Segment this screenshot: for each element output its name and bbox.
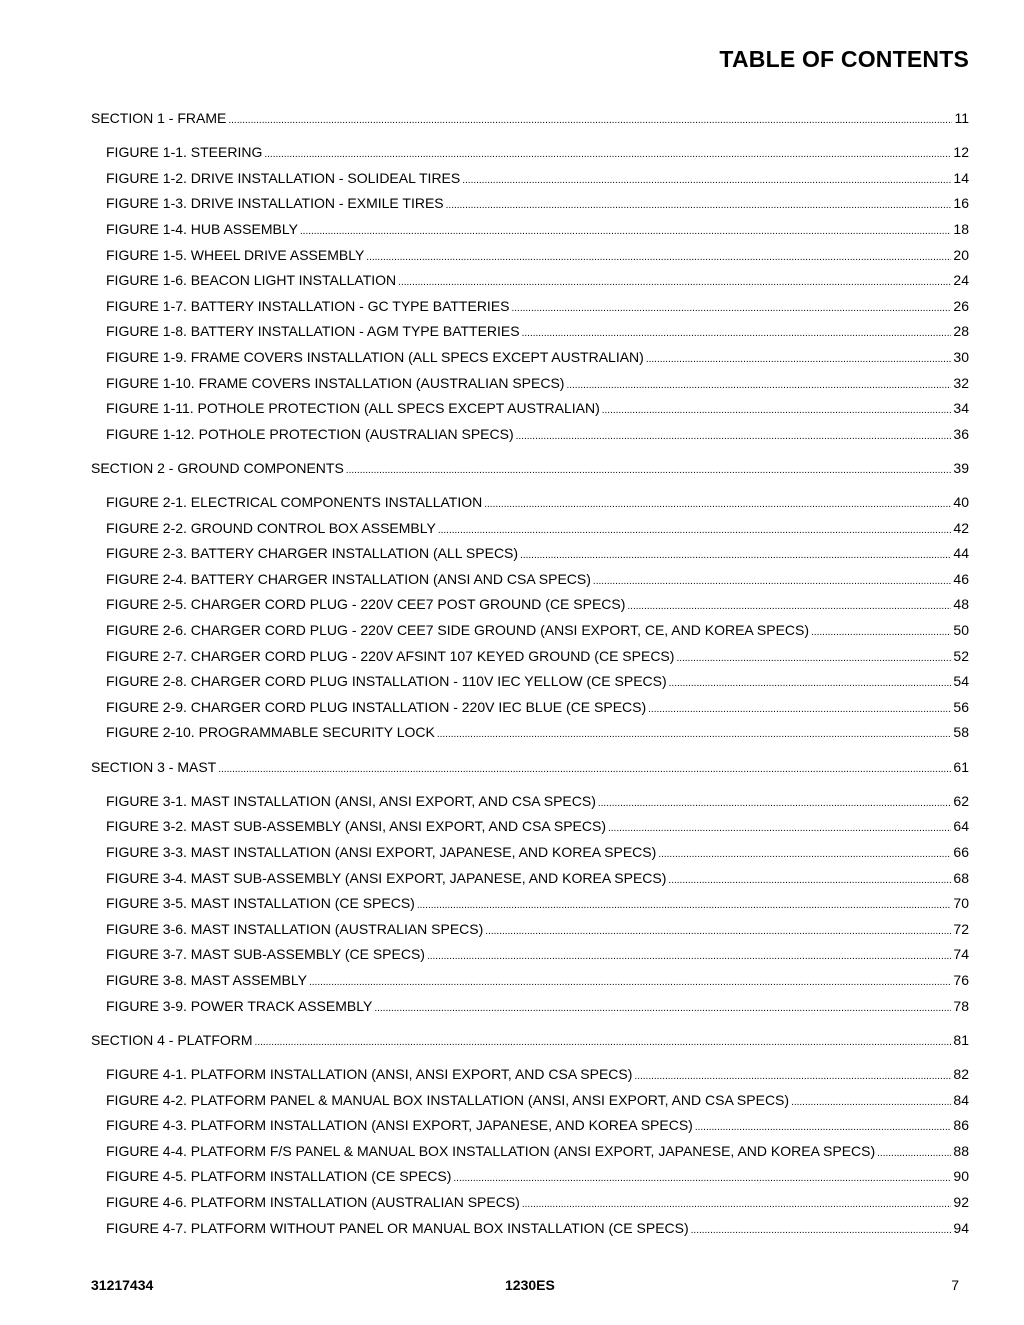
toc-figure-entry[interactable] bbox=[91, 1216, 969, 1242]
toc-figure-entry[interactable] bbox=[91, 422, 969, 448]
dot-leader bbox=[366, 243, 951, 271]
dot-leader bbox=[309, 968, 951, 996]
dot-leader bbox=[593, 567, 952, 595]
toc-entry-page: 52 bbox=[953, 647, 969, 664]
toc-figure-entry[interactable] bbox=[91, 695, 969, 721]
toc-entry-label: FIGURE 3-2. MAST SUB-ASSEMBLY (ANSI, ANSI EXPORT, AND CSA SPECS) bbox=[106, 818, 606, 835]
toc-figure-entry[interactable] bbox=[91, 789, 969, 815]
toc-entry-label: FIGURE 4-4. PLATFORM F/S PANEL & MANUAL BOX INSTALLATION (ANSI EXPORT, JAPANESE, AND KOREA SPECS) bbox=[106, 1142, 876, 1159]
toc-figure-entry[interactable] bbox=[91, 1164, 969, 1190]
toc-entry-page: 11 bbox=[954, 110, 969, 126]
toc-figure-entry[interactable] bbox=[91, 191, 969, 217]
toc-figure-entry[interactable] bbox=[91, 345, 969, 371]
dot-leader bbox=[646, 345, 952, 373]
dot-leader bbox=[811, 618, 951, 646]
toc-entry-label: FIGURE 1-12. POTHOLE PROTECTION (AUSTRALIAN SPECS) bbox=[106, 425, 514, 442]
dot-leader bbox=[602, 396, 952, 424]
toc-entry-page: 74 bbox=[953, 946, 969, 963]
toc-entry-label: FIGURE 3-7. MAST SUB-ASSEMBLY (CE SPECS) bbox=[106, 946, 425, 963]
toc-figure-entry[interactable] bbox=[91, 866, 969, 892]
dot-leader bbox=[484, 490, 951, 518]
toc-entry-page: 39 bbox=[953, 459, 969, 476]
toc-entry-label: FIGURE 1-10. FRAME COVERS INSTALLATION (AUSTRALIAN SPECS) bbox=[106, 374, 565, 391]
dot-leader bbox=[676, 644, 951, 672]
toc-entry-label: FIGURE 4-1. PLATFORM INSTALLATION (ANSI, ANSI EXPORT, AND CSA SPECS) bbox=[106, 1065, 633, 1082]
toc-entry-label: FIGURE 2-7. CHARGER CORD PLUG - 220V AFSINT 107 KEYED GROUND (CE SPECS) bbox=[106, 647, 675, 664]
dot-leader bbox=[695, 1113, 952, 1141]
toc-entry-label: FIGURE 4-6. PLATFORM INSTALLATION (AUSTRALIAN SPECS) bbox=[106, 1193, 520, 1210]
toc-entry-label: FIGURE 4-2. PLATFORM PANEL & MANUAL BOX INSTALLATION (ANSI, ANSI EXPORT, AND CSA SPECS) bbox=[106, 1091, 790, 1108]
toc-entry-page: 61 bbox=[953, 758, 969, 775]
toc-entry-page: 26 bbox=[953, 297, 969, 314]
dot-leader bbox=[438, 516, 952, 544]
toc-figure-entry[interactable] bbox=[91, 1062, 969, 1088]
toc-figure-entry[interactable] bbox=[91, 840, 969, 866]
toc-figure-entry[interactable] bbox=[91, 1139, 969, 1165]
dot-leader bbox=[374, 994, 951, 1022]
toc-entry-label: FIGURE 4-3. PLATFORM INSTALLATION (ANSI EXPORT, JAPANESE, AND KOREA SPECS) bbox=[106, 1117, 693, 1134]
toc-entry-page: 40 bbox=[953, 494, 969, 511]
toc-figure-entry[interactable] bbox=[91, 891, 969, 917]
toc-entry-page: 81 bbox=[953, 1031, 969, 1048]
toc-entry-page: 36 bbox=[953, 425, 969, 442]
toc-entry-page: 84 bbox=[953, 1091, 969, 1108]
toc-entry-label: SECTION 4 - PLATFORM bbox=[91, 1031, 253, 1048]
table-of-contents bbox=[91, 106, 969, 1241]
toc-entry-page: 78 bbox=[953, 997, 969, 1014]
toc-figure-entry[interactable] bbox=[91, 644, 969, 670]
toc-figure-entry[interactable] bbox=[91, 396, 969, 422]
toc-entry-label: FIGURE 3-3. MAST INSTALLATION (ANSI EXPORT, JAPANESE, AND KOREA SPECS) bbox=[106, 844, 657, 860]
toc-entry-label: SECTION 3 - MAST bbox=[91, 758, 217, 775]
toc-entry-label: FIGURE 3-1. MAST INSTALLATION (ANSI, ANSI EXPORT, AND CSA SPECS) bbox=[106, 792, 596, 809]
toc-entry-label: FIGURE 1-2. DRIVE INSTALLATION - SOLIDEAL TIRES bbox=[106, 169, 461, 186]
toc-entry-page: 32 bbox=[953, 374, 969, 391]
toc-entry-label: SECTION 1 - FRAME bbox=[91, 110, 227, 126]
page-footer bbox=[91, 1277, 969, 1297]
dot-leader bbox=[598, 789, 952, 817]
footer-model: 1230ES bbox=[505, 1277, 555, 1293]
toc-section-entry[interactable] bbox=[91, 456, 969, 482]
toc-entry-page: 24 bbox=[953, 272, 969, 289]
dot-leader bbox=[446, 191, 952, 219]
toc-entry-page: 72 bbox=[953, 920, 969, 937]
toc-entry-page: 44 bbox=[953, 545, 969, 562]
dot-leader bbox=[791, 1088, 951, 1116]
toc-entry-page: 90 bbox=[953, 1168, 969, 1185]
toc-figure-entry[interactable] bbox=[91, 1088, 969, 1114]
toc-figure-entry[interactable] bbox=[91, 1113, 969, 1139]
toc-entry-label: FIGURE 2-10. PROGRAMMABLE SECURITY LOCK bbox=[106, 724, 435, 741]
toc-entry-page: 50 bbox=[953, 622, 969, 639]
toc-entry-label: FIGURE 1-4. HUB ASSEMBLY bbox=[106, 220, 298, 237]
toc-entry-label: FIGURE 3-5. MAST INSTALLATION (CE SPECS) bbox=[106, 895, 415, 912]
toc-entry-label: FIGURE 3-6. MAST INSTALLATION (AUSTRALIAN SPECS) bbox=[106, 920, 484, 937]
toc-entry-label: FIGURE 1-5. WHEEL DRIVE ASSEMBLY bbox=[106, 246, 365, 263]
toc-figure-entry[interactable] bbox=[91, 319, 969, 345]
toc-figure-entry[interactable] bbox=[91, 294, 969, 320]
toc-entry-label: FIGURE 3-8. MAST ASSEMBLY bbox=[106, 971, 307, 988]
toc-entry-label: FIGURE 1-11. POTHOLE PROTECTION (ALL SPECS EXCEPT AUSTRALIAN) bbox=[106, 400, 600, 417]
toc-figure-entry[interactable] bbox=[91, 1190, 969, 1216]
toc-entry-page: 14 bbox=[953, 169, 969, 186]
toc-figure-entry[interactable] bbox=[91, 917, 969, 943]
toc-figure-entry[interactable] bbox=[91, 720, 969, 746]
toc-entry-page: 82 bbox=[953, 1065, 969, 1082]
toc-entry-label: FIGURE 4-7. PLATFORM WITHOUT PANEL OR MANUAL BOX INSTALLATION (CE SPECS) bbox=[106, 1219, 689, 1236]
toc-entry-label: FIGURE 2-6. CHARGER CORD PLUG - 220V CEE7 SIDE GROUND (ANSI EXPORT, CE, AND KOREA SPECS) bbox=[106, 622, 810, 639]
toc-entry-page: 30 bbox=[953, 348, 969, 365]
toc-figure-entry[interactable] bbox=[91, 669, 969, 695]
dot-leader bbox=[516, 422, 952, 450]
dot-leader bbox=[648, 695, 951, 723]
toc-figure-entry[interactable] bbox=[91, 217, 969, 243]
toc-entry-label: FIGURE 3-9. POWER TRACK ASSEMBLY bbox=[106, 997, 373, 1014]
toc-entry-page: 12 bbox=[953, 144, 969, 161]
toc-entry-page: 48 bbox=[953, 596, 969, 613]
toc-figure-entry[interactable] bbox=[91, 140, 969, 166]
dot-leader bbox=[627, 592, 951, 620]
dot-leader bbox=[658, 840, 951, 868]
toc-entry-label: FIGURE 2-4. BATTERY CHARGER INSTALLATION (ANSI AND CSA SPECS) bbox=[106, 570, 591, 587]
toc-entry-page: 68 bbox=[953, 869, 969, 886]
toc-entry-page: 42 bbox=[953, 519, 969, 536]
toc-figure-entry[interactable] bbox=[91, 994, 969, 1020]
toc-figure-entry[interactable] bbox=[91, 371, 969, 397]
dot-leader bbox=[512, 294, 952, 322]
toc-figure-entry[interactable] bbox=[91, 243, 969, 269]
toc-entry-page: 76 bbox=[953, 971, 969, 988]
toc-entry-page: 28 bbox=[953, 323, 969, 340]
toc-entry-page: 94 bbox=[953, 1219, 969, 1236]
dot-leader bbox=[668, 866, 951, 894]
toc-figure-entry[interactable] bbox=[91, 592, 969, 618]
toc-entry-page: 56 bbox=[953, 698, 969, 715]
toc-entry-page: 46 bbox=[953, 570, 969, 587]
dot-leader bbox=[300, 217, 952, 245]
toc-entry-page: 34 bbox=[953, 400, 969, 417]
toc-entry-page: 20 bbox=[953, 246, 969, 263]
toc-figure-entry[interactable] bbox=[91, 166, 969, 192]
toc-section-entry[interactable] bbox=[91, 755, 969, 781]
toc-entry-page: 54 bbox=[953, 673, 969, 690]
toc-entry-page: 58 bbox=[953, 724, 969, 741]
toc-entry-page: 18 bbox=[953, 220, 969, 237]
toc-entry-label: FIGURE 2-2. GROUND CONTROL BOX ASSEMBLY bbox=[106, 519, 436, 536]
toc-section-entry[interactable] bbox=[91, 1028, 969, 1054]
toc-entry-page: 16 bbox=[953, 195, 969, 212]
page-title: TABLE OF CONTENTS bbox=[719, 46, 969, 72]
footer-document-number: 31217434 bbox=[91, 1277, 154, 1293]
toc-entry-label: FIGURE 2-9. CHARGER CORD PLUG INSTALLATION - 220V IEC BLUE (CE SPECS) bbox=[106, 698, 647, 715]
dot-leader bbox=[877, 1139, 951, 1167]
dot-leader bbox=[522, 1190, 952, 1218]
toc-entry-label: FIGURE 3-4. MAST SUB-ASSEMBLY (ANSI EXPORT, JAPANESE, AND KOREA SPECS) bbox=[106, 869, 667, 886]
footer-page-number: 7 bbox=[951, 1277, 959, 1293]
toc-entry-page: 62 bbox=[953, 792, 969, 809]
toc-entry-label: FIGURE 1-1. STEERING bbox=[106, 144, 263, 161]
toc-figure-entry[interactable] bbox=[91, 490, 969, 516]
dot-leader bbox=[437, 720, 952, 748]
dot-leader bbox=[522, 319, 952, 347]
toc-entry-label: FIGURE 1-7. BATTERY INSTALLATION - GC TYPE BATTERIES bbox=[106, 297, 510, 314]
dot-leader bbox=[427, 942, 951, 970]
toc-section-entry[interactable] bbox=[91, 106, 969, 132]
toc-entry-label: FIGURE 2-1. ELECTRICAL COMPONENTS INSTALLATION bbox=[106, 494, 483, 511]
dot-leader bbox=[485, 917, 951, 945]
toc-entry-label: FIGURE 2-8. CHARGER CORD PLUG INSTALLATION - 110V IEC YELLOW (CE SPECS) bbox=[106, 673, 667, 690]
toc-figure-entry[interactable] bbox=[91, 968, 969, 994]
toc-entry-page: 86 bbox=[953, 1117, 969, 1134]
toc-entry-label: FIGURE 4-5. PLATFORM INSTALLATION (CE SPECS) bbox=[106, 1168, 452, 1185]
dot-leader bbox=[398, 268, 951, 296]
toc-entry-label: SECTION 2 - GROUND COMPONENTS bbox=[91, 459, 344, 476]
toc-entry-label: FIGURE 2-5. CHARGER CORD PLUG - 220V CEE7 POST GROUND (CE SPECS) bbox=[106, 596, 626, 613]
dot-leader bbox=[634, 1062, 951, 1090]
dot-leader bbox=[346, 456, 952, 484]
toc-entry-label: FIGURE 1-3. DRIVE INSTALLATION - EXMILE TIRES bbox=[106, 195, 444, 212]
toc-figure-entry[interactable] bbox=[91, 567, 969, 593]
dot-leader bbox=[691, 1216, 952, 1244]
toc-figure-entry[interactable] bbox=[91, 618, 969, 644]
dot-leader bbox=[417, 891, 952, 919]
toc-entry-page: 92 bbox=[953, 1193, 969, 1210]
toc-entry-page: 70 bbox=[953, 895, 969, 912]
toc-figure-entry[interactable] bbox=[91, 516, 969, 542]
toc-figure-entry[interactable] bbox=[91, 268, 969, 294]
dot-leader bbox=[566, 371, 951, 399]
toc-figure-entry[interactable] bbox=[91, 814, 969, 840]
toc-entry-label: FIGURE 1-9. FRAME COVERS INSTALLATION (ALL SPECS EXCEPT AUSTRALIAN) bbox=[106, 348, 644, 365]
toc-entry-label: FIGURE 1-8. BATTERY INSTALLATION - AGM TYPE BATTERIES bbox=[106, 323, 520, 340]
dot-leader bbox=[520, 541, 951, 569]
toc-figure-entry[interactable] bbox=[91, 541, 969, 567]
toc-entry-page: 64 bbox=[953, 818, 969, 835]
dot-leader bbox=[462, 166, 951, 194]
dot-leader bbox=[218, 755, 951, 783]
dot-leader bbox=[608, 814, 951, 842]
dot-leader bbox=[669, 669, 952, 697]
dot-leader bbox=[453, 1164, 951, 1192]
toc-entry-page: 66 bbox=[953, 844, 969, 860]
toc-figure-entry[interactable] bbox=[91, 942, 969, 968]
dot-leader bbox=[255, 1028, 952, 1056]
toc-entry-label: FIGURE 1-6. BEACON LIGHT INSTALLATION bbox=[106, 272, 397, 289]
dot-leader bbox=[264, 140, 951, 168]
dot-leader bbox=[228, 106, 952, 134]
toc-entry-label: FIGURE 2-3. BATTERY CHARGER INSTALLATION (ALL SPECS) bbox=[106, 545, 519, 562]
toc-entry-page: 88 bbox=[953, 1142, 969, 1159]
